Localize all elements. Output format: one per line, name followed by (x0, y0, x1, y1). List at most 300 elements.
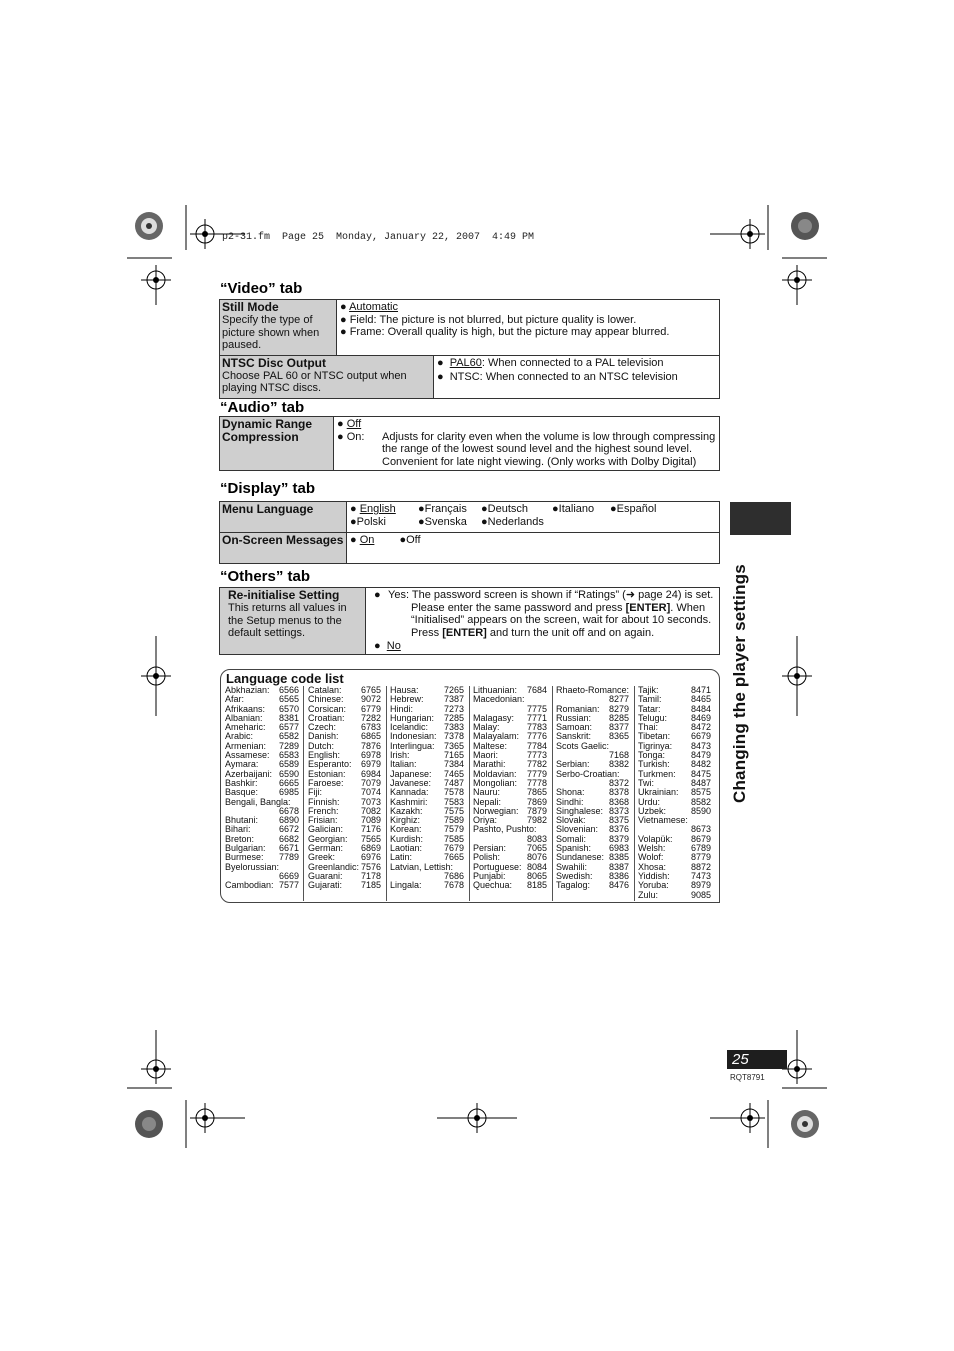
language-entry (638, 891, 711, 900)
language-name: Turkmen: (638, 768, 676, 779)
language-entry (308, 881, 381, 890)
language-code: 6976 (360, 852, 381, 863)
language-name: Nauru: (473, 787, 501, 798)
language-code: 8076 (526, 852, 547, 863)
language-name: Macedonian: (473, 694, 525, 705)
language-code: 6679 (690, 731, 711, 742)
language-name: Scots Gaelic: (556, 740, 610, 751)
reinit-options: ● Yes: The password screen is shown if “Ratings” (➜ page 24) is set. Please enter the same password and press [ENTER]. When “Initialised” appears on the screen, wait for about 10 seconds. Press [ENTER] and turn the unit off and on again. ● No (366, 588, 720, 655)
language-code: 7876 (360, 740, 381, 751)
audio-settings-table (219, 416, 720, 471)
language-code: 7585 (443, 833, 464, 844)
language-code: 6672 (278, 824, 299, 835)
language-code: 8065 (526, 870, 547, 881)
ntsc-option-pal60: PAL60 (449, 356, 482, 369)
language-code: 6765 (360, 685, 381, 695)
language-code: 7982 (526, 815, 547, 826)
language-code: 7678 (443, 880, 464, 891)
language-code: 8368 (608, 796, 629, 807)
language-column-5 (556, 686, 629, 891)
video-settings-table (219, 299, 720, 399)
language-name: Tonga: (638, 750, 666, 761)
language-code: 8185 (526, 880, 547, 891)
language-code: 8590 (690, 805, 711, 816)
language-code: 7383 (443, 722, 464, 733)
language-name: Moldavian: (473, 768, 517, 779)
language-code: 8372 (608, 777, 629, 788)
language-code: 6669 (278, 870, 299, 881)
language-code: 7589 (443, 815, 464, 826)
language-code: 6783 (360, 722, 381, 733)
language-code: 6589 (278, 759, 299, 770)
language-code: 7865 (526, 787, 547, 798)
language-name: Armenian: (225, 740, 267, 751)
language-entry (556, 742, 629, 761)
language-name: Samoan: (556, 722, 593, 733)
language-code: 6985 (278, 787, 299, 798)
page-number: 25 (727, 1050, 787, 1069)
menu-language-espanol: Español (616, 503, 657, 515)
language-name: Sundanese: (556, 852, 605, 863)
language-code: 8779 (690, 852, 711, 863)
language-code: 7879 (526, 805, 547, 816)
language-code: 7178 (360, 870, 381, 881)
language-name: Tamil: (638, 694, 662, 705)
language-name: Kazakh: (390, 805, 423, 816)
display-tab-title: “Display” tab (220, 480, 316, 497)
language-code: 7285 (443, 712, 464, 723)
language-code: 8575 (690, 787, 711, 798)
drc-label-cell (220, 417, 334, 471)
ntsc-option-ntsc: NTSC: When connected to an NTSC television (449, 371, 678, 383)
video-tab-title: “Video” tab (220, 280, 303, 297)
language-name: Italian: (390, 759, 417, 770)
language-name: Uzbek: (638, 805, 667, 816)
language-name: Guarani: (308, 870, 343, 881)
language-name: Georgian: (308, 833, 348, 844)
language-code: 7165 (443, 750, 464, 761)
language-entry (473, 695, 547, 714)
language-code: 8083 (526, 833, 547, 844)
language-code: 7773 (526, 750, 547, 761)
language-column-6 (638, 686, 711, 900)
language-name: Icelandic: (390, 722, 429, 733)
language-name: Slovenian: (556, 824, 599, 835)
document-code: RQT8791 (730, 1073, 765, 1082)
language-name: Korean: (390, 824, 422, 835)
drc-option-off: Off (346, 418, 362, 430)
language-name: Serbo-Croatian: (556, 768, 620, 779)
language-name: Breton: (225, 833, 255, 844)
language-name: Nepali: (473, 796, 502, 807)
ntsc-label: NTSC Disc Output (222, 355, 326, 370)
language-code: 7378 (443, 731, 464, 742)
language-code: 7073 (360, 796, 381, 807)
language-code: 7565 (360, 833, 381, 844)
language-name: Kashmiri: (390, 796, 428, 807)
language-name: Assamese: (225, 750, 270, 761)
language-name: Greek: (308, 852, 336, 863)
language-name: Tigrinya: (638, 740, 673, 751)
menu-language-italiano: Italiano (558, 503, 595, 515)
language-name: Lingala: (390, 880, 422, 891)
language-name: Singhalese: (556, 805, 604, 816)
language-name: Yiddish: (638, 870, 670, 881)
language-name: Hindi: (390, 703, 414, 714)
language-code: 6582 (278, 731, 299, 742)
language-name: Yoruba: (638, 880, 669, 891)
drc-option-on-desc: Adjusts for clarity even when the volume is low through compressing the range of the lowest sound level and the highest sound level. Convenient for late night viewing. (Only works with Dolby Digital) (382, 430, 716, 468)
drc-options: ● Off ● On: Adjusts for clarity even when the volume is low through compressing the range of the lowest sound level and the highest sound level. Convenient for late night viewing. (Only works with Dolby Digital) (334, 417, 720, 471)
language-code-title: Language code list (226, 671, 344, 686)
language-name: Bihari: (225, 824, 251, 835)
language-code: 7578 (443, 787, 464, 798)
reinit-label: Re-initialise Setting (228, 588, 340, 602)
menu-language-label-cell (220, 502, 347, 533)
language-entry (638, 816, 711, 835)
language-code: 7384 (443, 759, 464, 770)
language-name: Maltese: (473, 740, 508, 751)
language-code: 6779 (360, 703, 381, 714)
ntsc-label-cell (220, 355, 434, 398)
language-name: Persian: (473, 843, 507, 854)
language-code: 7074 (360, 787, 381, 798)
language-code: 6671 (278, 843, 299, 854)
language-name: Javanese: (390, 777, 432, 788)
language-entry (225, 881, 299, 890)
language-entry (473, 881, 547, 890)
still-mode-option-automatic: Automatic (349, 301, 399, 313)
language-name: Bengali, Bangla: (225, 796, 291, 807)
language-code: 7365 (443, 740, 464, 751)
language-code: 7779 (526, 768, 547, 779)
language-code: 8582 (690, 796, 711, 807)
language-code: 7771 (526, 712, 547, 723)
language-code: 7665 (443, 852, 464, 863)
language-name: Albanian: (225, 712, 263, 723)
language-code: 8979 (690, 880, 711, 891)
language-column-2 (308, 686, 381, 891)
language-code: 8378 (608, 787, 629, 798)
language-name: Dutch: (308, 740, 335, 751)
still-mode-option-field: Field: The picture is not blurred, but picture quality is lower. (349, 313, 637, 326)
language-code: 7778 (526, 777, 547, 788)
language-code: 7686 (443, 870, 464, 881)
language-name: Spanish: (556, 843, 592, 854)
language-name: Maori: (473, 750, 499, 761)
ntsc-desc: Choose PAL 60 or NTSC output when playing NTSC discs. (222, 369, 407, 394)
language-name: Byelorussian: (225, 861, 280, 872)
language-name: Fiji: (308, 787, 322, 798)
language-name: Twi: (638, 777, 655, 788)
language-name: Cambodian: (225, 880, 274, 891)
language-code: 8382 (608, 759, 629, 770)
language-code: 8387 (608, 861, 629, 872)
language-name: Punjabi: (473, 870, 506, 881)
language-code: 6665 (278, 777, 299, 788)
menu-language-svenska: Svenska (424, 516, 467, 528)
language-code: 8381 (278, 712, 299, 723)
language-column-1 (225, 686, 299, 891)
language-name: Galician: (308, 824, 344, 835)
language-name: Shona: (556, 787, 585, 798)
ntsc-options: ● PAL60: When connected to a PAL television ● NTSC: When connected to an NTSC television (433, 355, 719, 398)
language-name: Xhosa: (638, 861, 667, 872)
language-name: Greenlandic: (308, 861, 360, 872)
language-name: Afar: (225, 694, 245, 705)
language-name: Chinese: (308, 694, 344, 705)
language-name: Estonian: (308, 768, 346, 779)
language-code: 7577 (278, 880, 299, 891)
language-code: 8476 (608, 880, 629, 891)
on-screen-label: On-Screen Messages (222, 533, 344, 547)
language-name: French: (308, 805, 339, 816)
language-name: Croatian: (308, 712, 345, 723)
language-code: 7473 (690, 870, 711, 881)
language-code: 8465 (690, 694, 711, 705)
language-code: 9085 (690, 889, 711, 900)
others-tab-title: “Others” tab (220, 568, 311, 585)
language-name: Hungarian: (390, 712, 435, 723)
language-code: 7289 (278, 740, 299, 751)
still-mode-label-cell (220, 300, 337, 356)
menu-language-polski: Polski (356, 516, 386, 528)
language-name: Marathi: (473, 759, 506, 770)
language-name: Oriya: (473, 815, 498, 826)
language-name: Bhutani: (225, 815, 259, 826)
language-name: Indonesian: (390, 731, 437, 742)
language-name: Catalan: (308, 685, 342, 695)
language-name: Czech: (308, 722, 337, 733)
language-code: 9072 (360, 694, 381, 705)
language-code: 7775 (526, 703, 547, 714)
language-name: Pashto, Pushto: (473, 824, 537, 835)
language-name: Afrikaans: (225, 703, 266, 714)
language-name: Bashkir: (225, 777, 258, 788)
language-code: 6565 (278, 694, 299, 705)
language-name: Frisian: (308, 815, 338, 826)
language-name: Esperanto: (308, 759, 352, 770)
language-name: Latin: (390, 852, 413, 863)
language-code: 6983 (608, 843, 629, 854)
language-code: 8377 (608, 722, 629, 733)
language-code: 7465 (443, 768, 464, 779)
language-code: 7782 (526, 759, 547, 770)
language-code: 7168 (608, 750, 629, 761)
language-name: Somali: (556, 833, 587, 844)
language-code: 7789 (278, 852, 299, 863)
language-name: Basque: (225, 787, 259, 798)
language-entry (390, 863, 464, 882)
language-code: 8473 (690, 740, 711, 751)
language-name: Latvian, Lettish: (390, 861, 454, 872)
language-name: English: (308, 750, 341, 761)
language-code: 7583 (443, 796, 464, 807)
language-name: Welsh: (638, 843, 666, 854)
language-code: 7487 (443, 777, 464, 788)
language-name: Russian: (556, 712, 592, 723)
language-name: Danish: (308, 731, 339, 742)
language-code: 6865 (360, 731, 381, 742)
language-name: Faroese: (308, 777, 344, 788)
language-code: 8385 (608, 852, 629, 863)
language-code: 6789 (690, 843, 711, 854)
language-name: Finnish: (308, 796, 340, 807)
language-entry (556, 770, 629, 789)
language-code: 7679 (443, 843, 464, 854)
language-code: 6984 (360, 768, 381, 779)
language-code: 7089 (360, 815, 381, 826)
ntsc-option-pal60-desc: : When connected to a PAL television (481, 356, 664, 369)
language-name: Tagalog: (556, 880, 591, 891)
on-screen-option-off: Off (406, 534, 421, 546)
drc-option-on: On: (346, 430, 365, 443)
language-name: Malagasy: (473, 712, 515, 723)
language-code: 8386 (608, 870, 629, 881)
on-screen-label-cell (220, 533, 347, 564)
language-name: Abkhazian: (225, 685, 270, 695)
language-code: 7783 (526, 722, 547, 733)
language-name: Ameharic: (225, 722, 266, 733)
language-name: Corsican: (308, 703, 347, 714)
language-code: 7784 (526, 740, 547, 751)
language-code: 8277 (608, 694, 629, 705)
menu-language-options: ● English ●Français ●Deutsch ●Italiano ●Español ●Polski ●Svenska ●Nederlands (347, 502, 720, 533)
language-name: Sanskrit: (556, 731, 592, 742)
language-code: 8285 (608, 712, 629, 723)
language-code: 6570 (278, 703, 299, 714)
language-name: Turkish: (638, 759, 670, 770)
language-entry (473, 825, 547, 844)
language-name: Interlingua: (390, 740, 435, 751)
language-name: Burmese: (225, 852, 264, 863)
language-code: 6890 (278, 815, 299, 826)
language-code: 6979 (360, 759, 381, 770)
language-name: Vietnamese: (638, 815, 688, 826)
language-name: Kannada: (390, 787, 429, 798)
menu-language-francais: Français (424, 503, 467, 515)
others-settings-table (219, 587, 720, 655)
file-header: p2-31.fm Page 25 Monday, January 22, 2007 4:49 PM (222, 232, 535, 243)
drc-label: Dynamic Range Compression (222, 417, 313, 444)
language-code: 8375 (608, 815, 629, 826)
language-name: Lithuanian: (473, 685, 518, 695)
language-name: Wolof: (638, 852, 664, 863)
language-code: 7579 (443, 824, 464, 835)
still-mode-option-frame: Frame: Overall quality is high, but the picture may appear blurred. (349, 326, 670, 338)
language-name: Rhaeto-Romance: (556, 685, 630, 695)
language-name: Quechua: (473, 880, 513, 891)
language-name: Swedish: (556, 870, 593, 881)
language-code: 8376 (608, 824, 629, 835)
language-code: 6566 (278, 685, 299, 695)
language-code: 8487 (690, 777, 711, 788)
language-code: 8872 (690, 861, 711, 872)
reinit-label-cell (220, 588, 366, 655)
language-entry (225, 863, 299, 882)
menu-language-english: English (359, 503, 396, 515)
language-name: Thai: (638, 722, 659, 733)
language-code: 7869 (526, 796, 547, 807)
language-name: Norwegian: (473, 805, 519, 816)
language-code: 8482 (690, 759, 711, 770)
menu-language-deutsch: Deutsch (487, 503, 529, 515)
language-code: 6978 (360, 750, 381, 761)
menu-language-nederlands: Nederlands (487, 516, 544, 528)
language-code: 7176 (360, 824, 381, 835)
language-name: Kirghiz: (390, 815, 421, 826)
language-name: Aymara: (225, 759, 259, 770)
language-name: Tatar: (638, 703, 661, 714)
reinit-option-no: No (386, 640, 401, 652)
language-code: 7082 (360, 805, 381, 816)
language-name: Romanian: (556, 703, 600, 714)
language-name: Tajik: (638, 685, 659, 695)
language-name: Hebrew: (390, 694, 424, 705)
language-code: 8373 (608, 805, 629, 816)
section-tab-marker (730, 502, 791, 535)
language-code: 7575 (443, 805, 464, 816)
audio-tab-title: “Audio” tab (220, 399, 305, 416)
language-code: 6682 (278, 833, 299, 844)
language-column-4 (473, 686, 547, 891)
language-code: 7576 (360, 861, 381, 872)
language-name: Swahili: (556, 861, 588, 872)
language-column-3 (390, 686, 464, 891)
still-mode-desc: Specify the type of picture shown when paused. (222, 314, 320, 351)
language-name: Hausa: (390, 685, 419, 695)
menu-language-label: Menu Language (222, 502, 314, 516)
display-settings-table (219, 501, 720, 564)
language-name: Japanese: (390, 768, 432, 779)
language-code: 6678 (278, 805, 299, 816)
still-mode-options: ● Automatic ● Field: The picture is not blurred, but picture quality is lower. ● Frame: Overall quality is high, but the picture may appear blurred. (337, 300, 720, 356)
language-code: 7387 (443, 694, 464, 705)
language-code: 6583 (278, 750, 299, 761)
language-code: 6590 (278, 768, 299, 779)
language-code: 8479 (690, 750, 711, 761)
side-title: Changing the player settings (730, 564, 749, 803)
language-code: 7776 (526, 731, 547, 742)
language-code: 7684 (526, 685, 547, 695)
language-code: 7079 (360, 777, 381, 788)
language-code: 8379 (608, 833, 629, 844)
language-name: Volapük: (638, 833, 673, 844)
language-code: 8469 (690, 712, 711, 723)
language-name: Slovak: (556, 815, 586, 826)
language-name: Bulgarian: (225, 843, 266, 854)
language-name: Polish: (473, 852, 501, 863)
reinit-option-yes: Yes: The password screen is shown if “Ratings” (➜ page 24) is set. Please enter the same password and press [ENTER]. When “Initialised” appears on the screen, wait for about 10 seconds. Press [ENTER] and turn the unit off and on again. (388, 589, 714, 639)
on-screen-options: ● On ●Off (347, 533, 720, 564)
language-code: 8279 (608, 703, 629, 714)
language-entry (556, 686, 629, 705)
language-code: 8084 (526, 861, 547, 872)
language-name: Zulu: (638, 889, 659, 900)
language-entry (390, 881, 464, 890)
language-code: 7265 (443, 685, 464, 695)
language-name: Malayalam: (473, 731, 520, 742)
language-name: Gujarati: (308, 880, 343, 891)
language-code: 8484 (690, 703, 711, 714)
language-name: Arabic: (225, 731, 254, 742)
language-name: Sindhi: (556, 796, 584, 807)
language-code: 8475 (690, 768, 711, 779)
language-code: 7185 (360, 880, 381, 891)
language-name: Tibetan: (638, 731, 671, 742)
language-name: Serbian: (556, 759, 590, 770)
language-name: Irish: (390, 750, 410, 761)
